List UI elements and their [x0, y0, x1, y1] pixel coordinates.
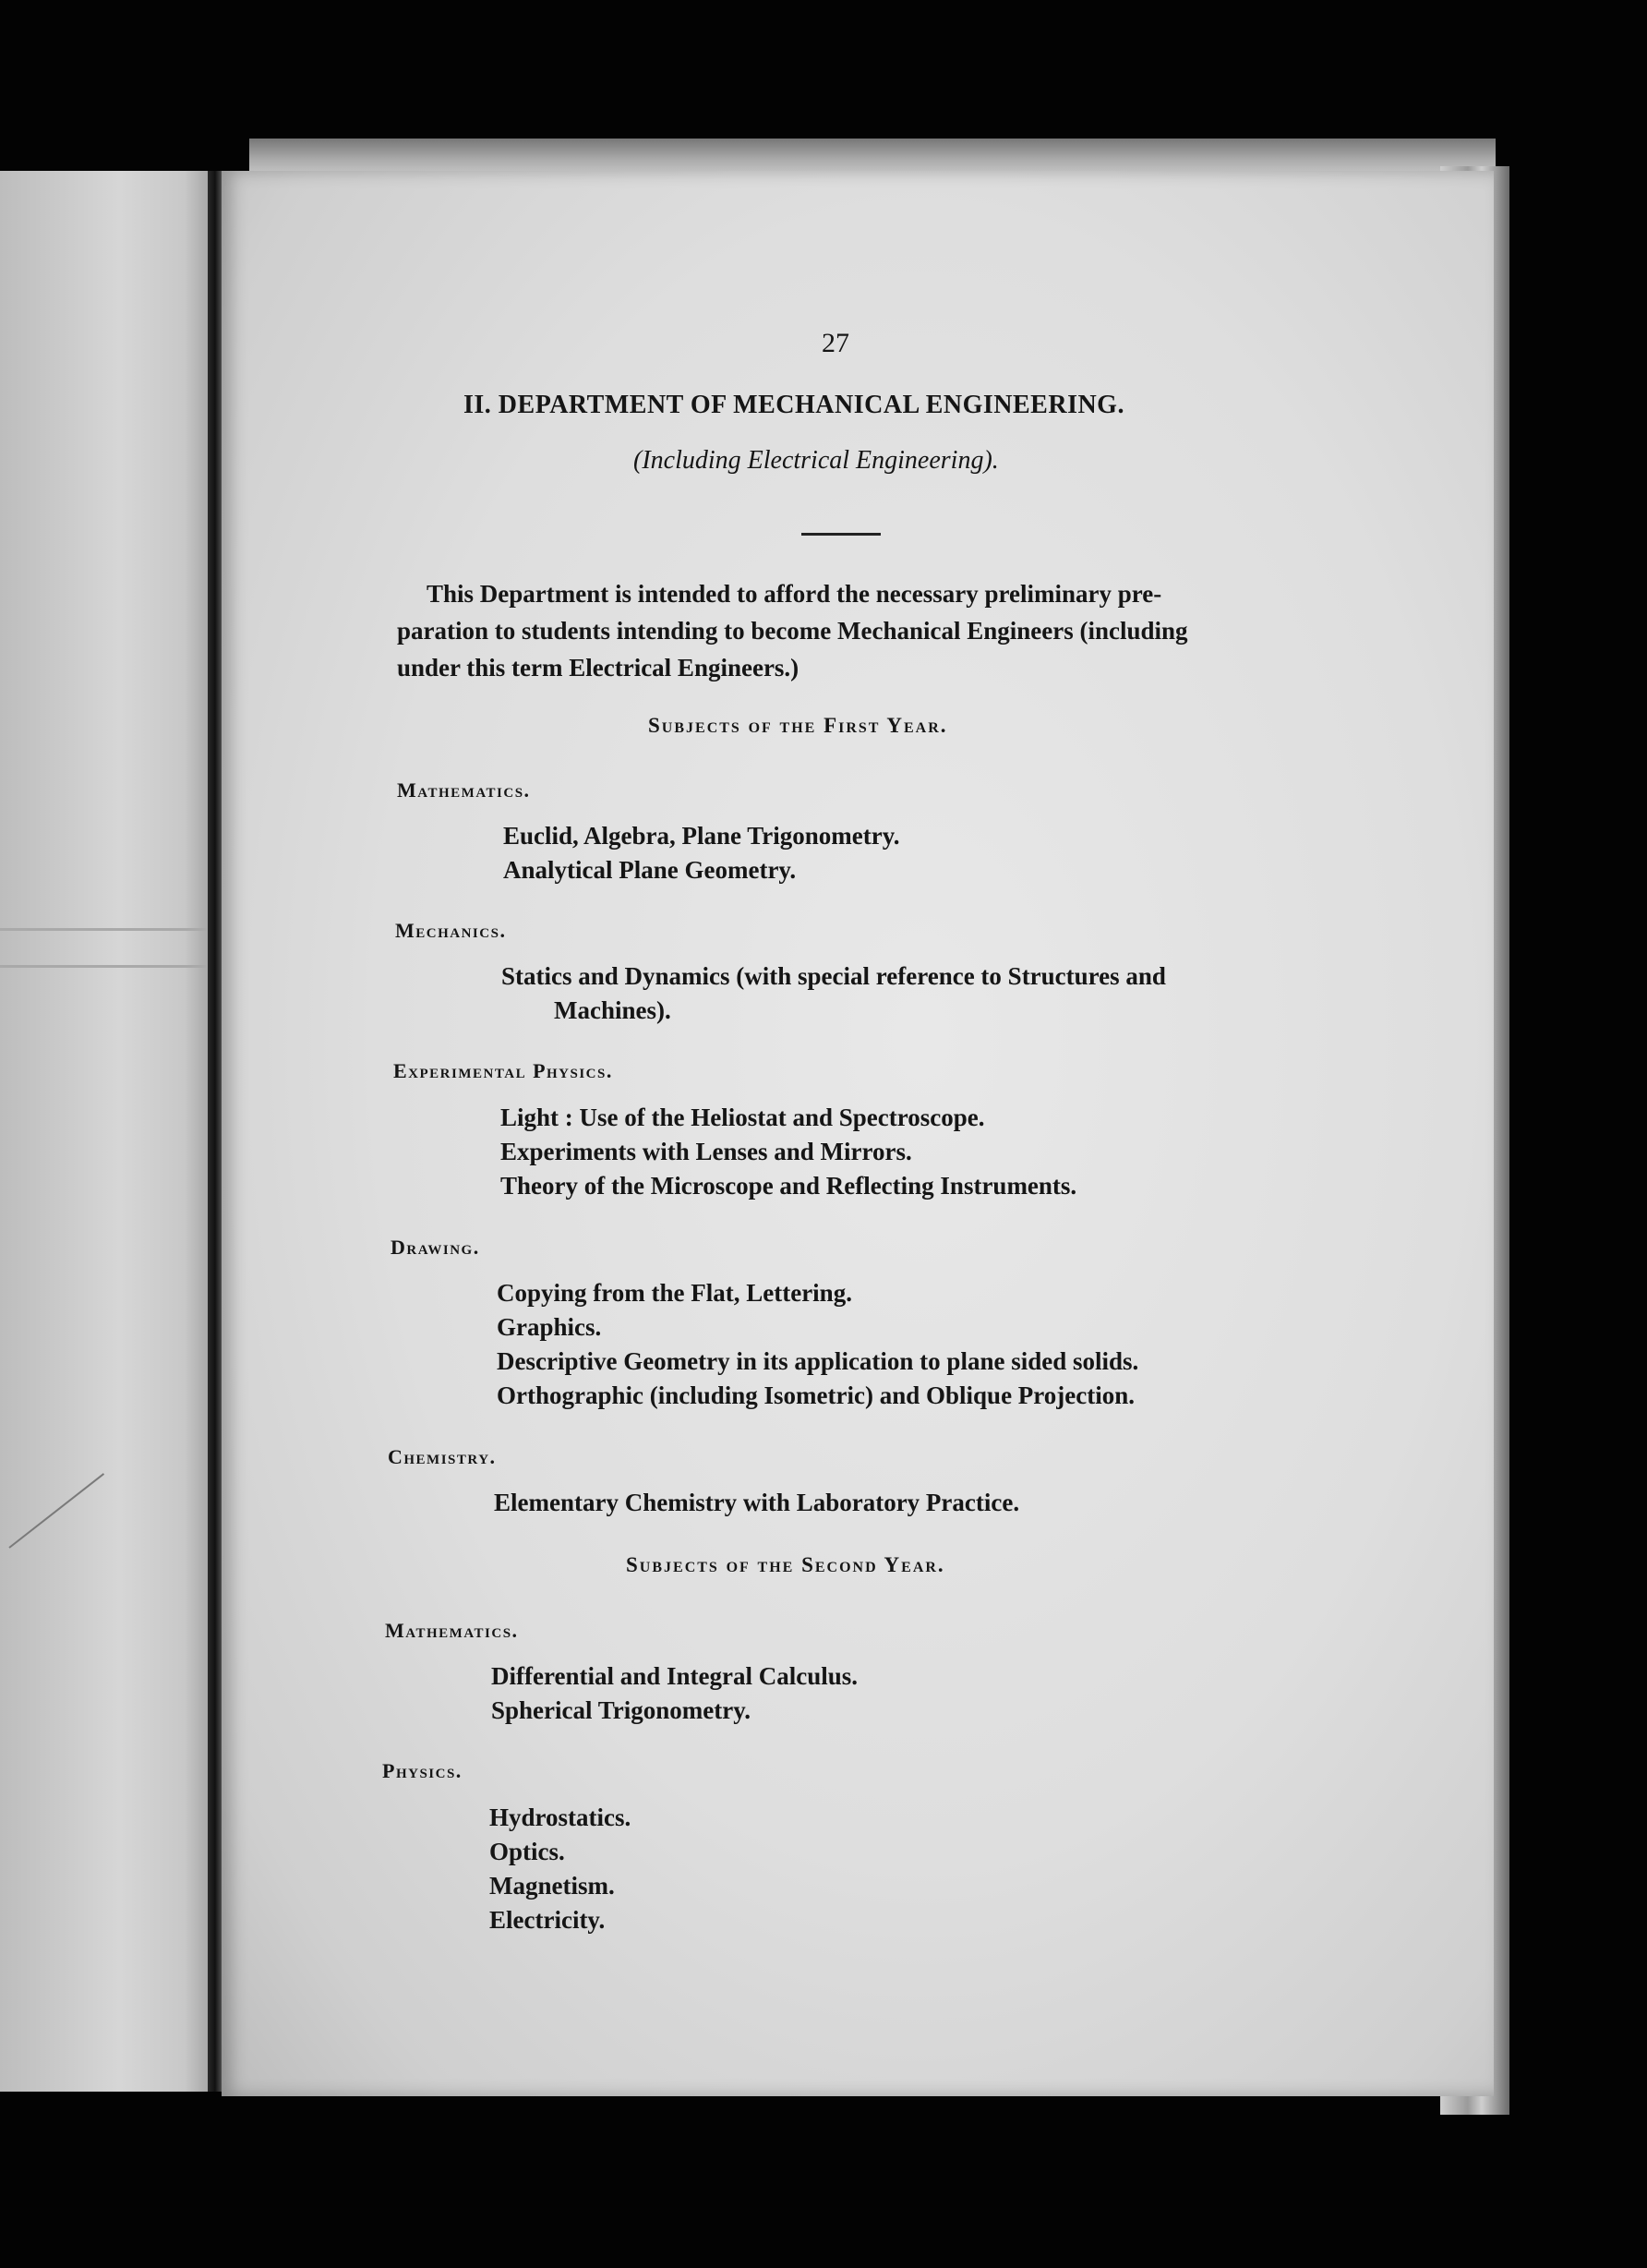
first-year-heading: Subjects of the First Year. [648, 714, 948, 737]
subject-item: Electricity. [489, 1906, 606, 1934]
facing-page-edge [0, 171, 217, 2092]
page-number: 27 [822, 328, 849, 358]
second-year-heading: Subjects of the Second Year. [626, 1553, 945, 1576]
subject-item: Orthographic (including Isometric) and Oblique Projection. [497, 1381, 1136, 1409]
intro-line: paration to students intending to become Mechanical Engineers (including [397, 617, 1188, 645]
subject-item: Hydrostatics. [489, 1804, 631, 1831]
subject-heading-mechanics: Mechanics. [395, 919, 507, 942]
subject-item: Machines). [554, 996, 671, 1024]
subject-item: Statics and Dynamics (with special reference to Structures and [501, 962, 1166, 990]
subject-item: Magnetism. [489, 1872, 615, 1900]
title-divider [801, 533, 881, 536]
department-subtitle: (Including Electrical Engineering). [633, 446, 999, 475]
intro-line: This Department is intended to afford the necessary preliminary pre- [427, 580, 1162, 608]
subject-item: Graphics. [497, 1313, 602, 1341]
facing-page-rule [0, 928, 217, 931]
subject-item: Analytical Plane Geometry. [503, 856, 797, 884]
subject-item: Differential and Integral Calculus. [491, 1662, 858, 1690]
subject-heading-experimental-physics: Experimental Physics. [393, 1059, 613, 1082]
subject-item: Spherical Trigonometry. [491, 1696, 751, 1724]
subject-item: Copying from the Flat, Lettering. [497, 1279, 852, 1307]
subject-item: Euclid, Algebra, Plane Trigonometry. [503, 822, 900, 850]
pencil-mark [8, 1473, 104, 1549]
subject-item: Light : Use of the Heliostat and Spectroscope. [500, 1104, 985, 1131]
intro-line: under this term Electrical Engineers.) [397, 654, 799, 682]
subject-heading-chemistry: Chemistry. [388, 1445, 497, 1468]
subject-heading-mathematics: Mathematics. [397, 778, 531, 802]
subject-heading-mathematics: Mathematics. [385, 1619, 519, 1642]
subject-item: Descriptive Geometry in its application to plane sided solids. [497, 1347, 1139, 1375]
subject-item: Elementary Chemistry with Laboratory Practice. [494, 1489, 1020, 1516]
subject-item: Optics. [489, 1838, 565, 1865]
subject-item: Theory of the Microscope and Reflecting Instruments. [500, 1172, 1077, 1200]
subject-item: Experiments with Lenses and Mirrors. [500, 1138, 912, 1165]
facing-page-rule [0, 965, 217, 968]
subject-heading-physics: Physics. [382, 1759, 463, 1782]
subject-heading-drawing: Drawing. [391, 1236, 480, 1259]
department-title: II. DEPARTMENT OF MECHANICAL ENGINEERING. [463, 391, 1124, 419]
document-page [222, 171, 1494, 2096]
intro-paragraph [397, 575, 1279, 686]
